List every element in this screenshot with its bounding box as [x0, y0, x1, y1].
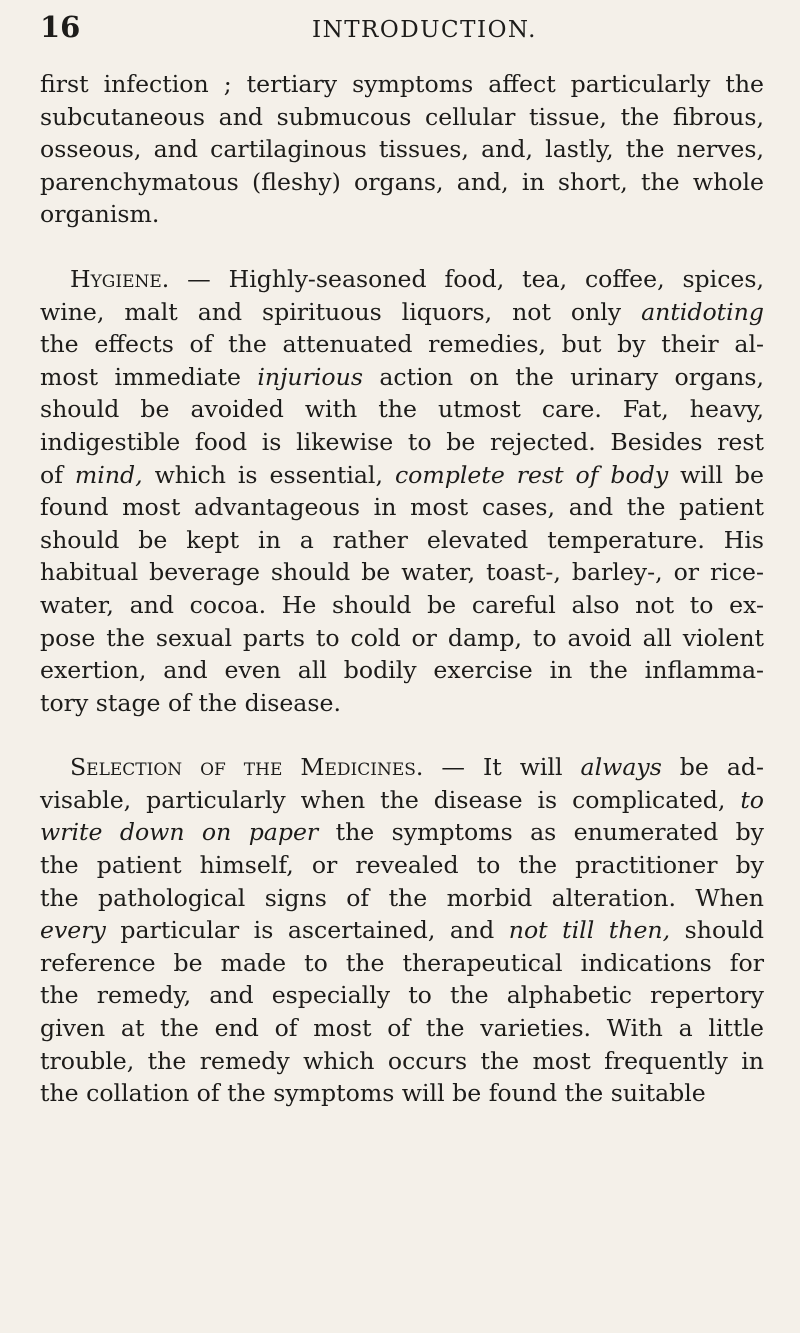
- text-line: [40, 589, 764, 622]
- text-line: [40, 328, 764, 361]
- text-run: should: [670, 916, 764, 945]
- text-line: [40, 556, 764, 589]
- text-line: [40, 1012, 764, 1045]
- italic-text: injurious: [257, 362, 363, 391]
- text-line: [40, 491, 764, 524]
- paragraph: [40, 68, 764, 231]
- body-text: [40, 68, 764, 1110]
- paragraph: [40, 751, 764, 1110]
- text-run: given at the end of most of the varieties. With a little: [40, 1014, 764, 1043]
- running-title: INTRODUCTION.: [312, 17, 537, 43]
- text-run: should be kept in a rather elevated temperature. His: [40, 525, 764, 554]
- section-heading: Hygiene.: [70, 264, 170, 293]
- text-run: water, and cocoa. He should be careful also not to ex-: [40, 590, 764, 619]
- text-line: [40, 133, 764, 166]
- text-run: pose the sexual parts to cold or damp, to avoid all violent: [40, 623, 764, 652]
- text-run: be ad-: [661, 753, 764, 782]
- text-run: organism.: [40, 200, 160, 229]
- text-run: tory stage of the disease.: [40, 688, 341, 717]
- italic-text: mind,: [74, 460, 143, 489]
- text-line: [40, 622, 764, 655]
- text-run: particular is ascertained, and: [105, 916, 509, 945]
- text-run: the patient himself, or revealed to the practitioner by: [40, 851, 764, 880]
- text-line: [40, 751, 764, 784]
- text-line: [40, 361, 764, 394]
- text-line: [40, 198, 764, 231]
- text-run: first infection ; tertiary symptoms affect particularly the: [40, 70, 764, 98]
- text-line: [40, 459, 764, 492]
- italic-text: not till then,: [508, 916, 671, 945]
- text-line: [40, 524, 764, 557]
- italic-text: write down on paper: [40, 818, 319, 847]
- text-line: [40, 687, 764, 720]
- text-line: [40, 166, 764, 199]
- text-line: [40, 1045, 764, 1078]
- text-line: [40, 68, 764, 101]
- italic-text: to: [740, 785, 764, 814]
- text-line: [40, 1077, 764, 1110]
- text-run: will be: [668, 460, 764, 489]
- text-line: [40, 914, 764, 947]
- text-line: [40, 101, 764, 134]
- text-run: most immediate: [40, 362, 258, 391]
- text-run: reference be made to the therapeutical indications for: [40, 948, 764, 977]
- text-line: [40, 296, 764, 329]
- text-run: action on the urinary organs,: [362, 362, 764, 391]
- text-run: — It will: [423, 753, 581, 782]
- text-run: exertion, and even all bodily exercise in the inflamma-: [40, 656, 764, 685]
- text-line: [40, 947, 764, 980]
- text-run: which is essential,: [142, 460, 395, 489]
- text-run: habitual beverage should be water, toast-, barley-, or rice-: [40, 558, 764, 587]
- text-run: the pathological signs of the morbid alteration. When: [40, 883, 764, 912]
- text-run: osseous, and cartilaginous tissues, and, lastly, the nerves,: [40, 135, 764, 164]
- text-run: the collation of the symptoms will be found the suitable: [40, 1079, 706, 1108]
- italic-text: every: [40, 916, 106, 945]
- page-header: [40, 10, 770, 50]
- text-run: the remedy, and especially to the alphabetic repertory: [40, 981, 764, 1010]
- text-line: [40, 816, 764, 849]
- text-line: [40, 263, 764, 296]
- text-line: [40, 784, 764, 817]
- text-run: should be avoided with the utmost care. Fat, heavy,: [40, 395, 764, 424]
- italic-text: complete rest of body: [394, 460, 669, 489]
- italic-text: always: [580, 753, 662, 782]
- text-line: [40, 979, 764, 1012]
- text-line: [40, 393, 764, 426]
- text-run: visable, particularly when the disease is complicated,: [40, 785, 741, 814]
- text-run: wine, malt and spirituous liquors, not only: [40, 297, 642, 326]
- paragraph-gap: [40, 719, 764, 751]
- page-number: 16: [40, 10, 81, 44]
- italic-text: antidoting: [641, 297, 764, 326]
- paragraph-gap: [40, 231, 764, 263]
- paragraph: [40, 263, 764, 719]
- text-line: [40, 654, 764, 687]
- text-run: of: [40, 460, 75, 489]
- text-line: [40, 849, 764, 882]
- text-run: the symptoms as enumerated by: [318, 818, 765, 847]
- text-run: parenchymatous (fleshy) organs, and, in short, the whole: [40, 167, 764, 196]
- text-line: [40, 882, 764, 915]
- text-line: [40, 426, 764, 459]
- text-run: indigestible food is likewise to be rejected. Besides rest: [40, 427, 764, 456]
- text-run: subcutaneous and submucous cellular tissue, the fibrous,: [40, 102, 764, 131]
- text-run: found most advantageous in most cases, and the patient: [40, 493, 764, 522]
- text-run: the effects of the attenuated remedies, but by their al-: [40, 330, 764, 359]
- section-heading: Selection of the Medicines.: [70, 753, 424, 782]
- text-run: — Highly-seasoned food, tea, coffee, spices,: [169, 264, 764, 293]
- text-run: trouble, the remedy which occurs the most frequently in: [40, 1046, 764, 1075]
